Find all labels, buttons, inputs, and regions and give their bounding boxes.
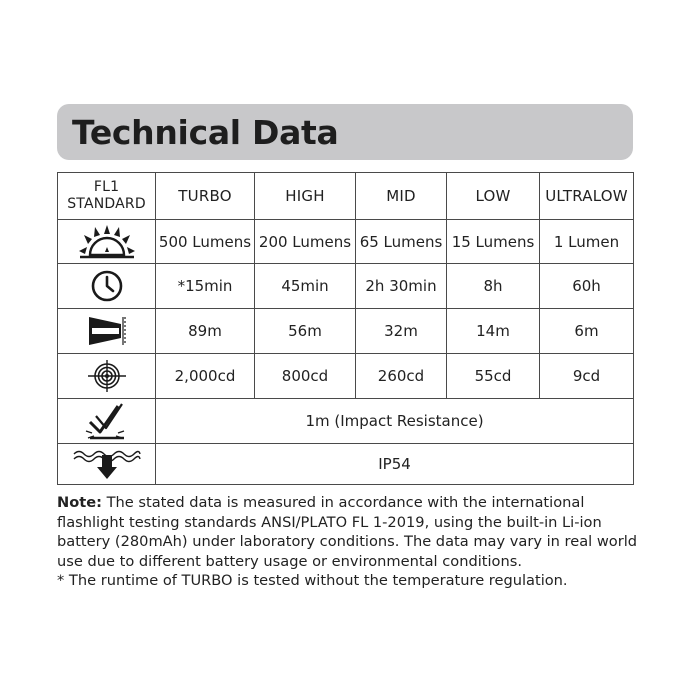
distance-ultralow: 6m (540, 309, 634, 354)
note-label: Note: (57, 494, 102, 511)
intensity-turbo: 2,000cd (156, 354, 255, 399)
intensity-mid: 260cd (356, 354, 447, 399)
title-bar (57, 104, 633, 160)
runtime-ultralow: 60h (540, 264, 634, 309)
runtime-low: 8h (447, 264, 540, 309)
table-row-output (58, 220, 634, 264)
header-mode-ultralow: ULTRALOW (540, 173, 634, 220)
note-footnote: * The runtime of TURBO is tested without the temperature regulation. (57, 572, 568, 589)
intensity-low: 55cd (447, 354, 540, 399)
runtime-high: 45min (255, 264, 356, 309)
header-standard-line2: STANDARD (67, 196, 146, 212)
row-icon-cell (58, 399, 156, 444)
header-mode-mid: MID (356, 173, 447, 220)
impact-resistance-icon (84, 402, 130, 440)
output-ultralow: 1 Lumen (540, 220, 634, 264)
table-row-intensity (58, 354, 634, 399)
beam-distance-icon (87, 315, 127, 347)
note-section (57, 493, 647, 591)
runtime-mid: 2h 30min (356, 264, 447, 309)
water-resistance-icon (72, 447, 142, 481)
row-icon-cell (58, 444, 156, 485)
distance-turbo: 89m (156, 309, 255, 354)
output-mid: 65 Lumens (356, 220, 447, 264)
technical-data-table (57, 172, 634, 485)
runtime-turbo: *15min (156, 264, 255, 309)
note-paragraph (57, 493, 647, 571)
header-standard (58, 173, 156, 220)
output-high: 200 Lumens (255, 220, 356, 264)
distance-high: 56m (255, 309, 356, 354)
table-row-water (58, 444, 634, 485)
intensity-ultralow: 9cd (540, 354, 634, 399)
impact-resistance-value: 1m (Impact Resistance) (156, 399, 634, 444)
note-text: The stated data is measured in accordance with the international flashlight testing standards ANSI/PLATO FL 1-2019, using the built-in Li-ion battery (280mAh) under laboratory conditions. The data may vary in real world use due to different battery usage or environmental conditions. (57, 494, 638, 570)
row-icon-cell (58, 264, 156, 309)
water-resistance-value: IP54 (156, 444, 634, 485)
table-header-row (58, 173, 634, 220)
row-icon-cell (58, 309, 156, 354)
table-row-distance (58, 309, 634, 354)
row-icon-cell (58, 354, 156, 399)
output-turbo: 500 Lumens (156, 220, 255, 264)
distance-mid: 32m (356, 309, 447, 354)
table-row-runtime (58, 264, 634, 309)
header-mode-turbo: TURBO (156, 173, 255, 220)
distance-low: 14m (447, 309, 540, 354)
header-standard-line1: FL1 (93, 179, 120, 195)
header-mode-low: LOW (447, 173, 540, 220)
table-row-impact (58, 399, 634, 444)
target-intensity-icon (87, 359, 127, 393)
page-title: Technical Data (72, 112, 339, 152)
row-icon-cell (58, 220, 156, 264)
header-mode-high: HIGH (255, 173, 356, 220)
intensity-high: 800cd (255, 354, 356, 399)
light-output-icon (76, 225, 138, 259)
output-low: 15 Lumens (447, 220, 540, 264)
clock-icon (90, 269, 124, 303)
